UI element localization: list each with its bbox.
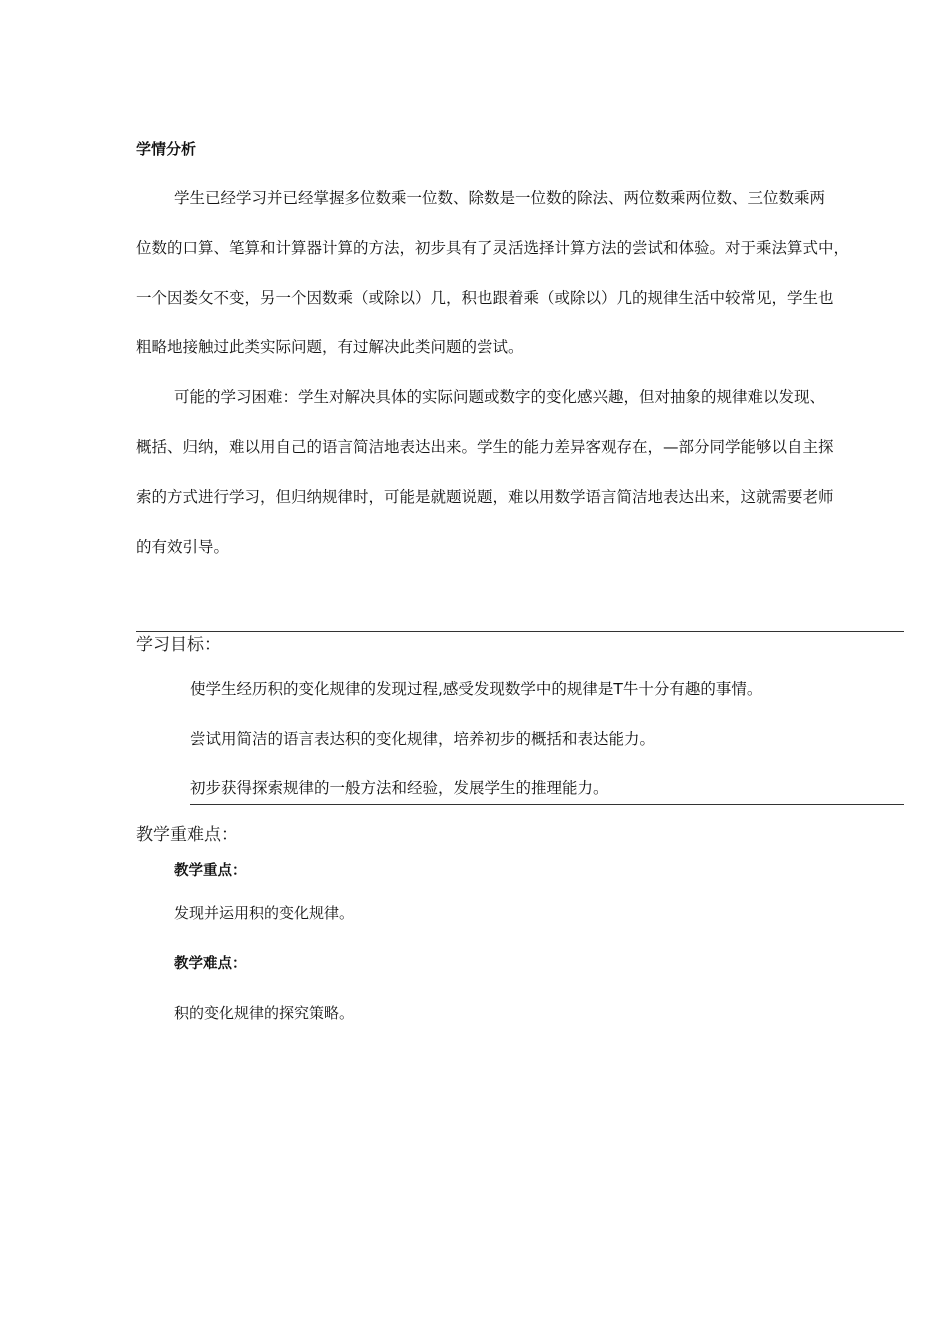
goal-item-1: 使学生经历积的变化规律的发现过程,感受发现数学中的规律是T牛十分有趣的事情。 bbox=[190, 680, 763, 698]
difficulty-label: 教学难点： bbox=[174, 956, 247, 972]
analysis-paragraph1-line4: 粗略地接触过此类实际问题，有过解决此类问题的尝试。 bbox=[136, 338, 524, 356]
analysis-paragraph1-line3: 一个因娄攵不变，另一个因数乘（或除以）几，积也跟着乘（或除以）几的规律生活中较常见，学生也 bbox=[136, 289, 834, 307]
analysis-title: 学情分析 bbox=[136, 140, 197, 158]
analysis-paragraph2-line4: 的有效引导。 bbox=[136, 538, 230, 556]
analysis-paragraph2-line1: 可能的学习困难：学生对解决具体的实际问题或数字的变化感兴趣，但对抽象的规律难以发现、 bbox=[174, 388, 826, 406]
analysis-paragraph2-line2: 概括、归纳，难以用自己的语言简洁地表达出来。学生的能力差异客观存在，—部分同学能够以自主探 bbox=[136, 438, 834, 456]
goal-item-2: 尝试用简洁的语言表达积的变化规律，培养初步的概括和表达能力。 bbox=[190, 730, 656, 748]
divider-bottom bbox=[190, 804, 904, 805]
goals-title: 学习目标： bbox=[136, 635, 221, 655]
key-points-title: 教学重难点： bbox=[136, 825, 238, 845]
analysis-paragraph1-line2: 位数的口算、笔算和计算器计算的方法，初步具有了灵活选择计算方法的尝试和体验。对于乘法算式中， bbox=[136, 239, 850, 257]
analysis-paragraph1-line1: 学生已经学习并已经掌握多位数乘一位数、除数是一位数的除法、两位数乘两位数、三位数乘两 bbox=[174, 189, 826, 207]
analysis-paragraph2-line3: 索的方式进行学习，但归纳规律时，可能是就题说题，难以用数学语言简洁地表达出来，这就需要老师 bbox=[136, 488, 834, 506]
difficulty-text: 积的变化规律的探究策略。 bbox=[174, 1004, 355, 1022]
goal-item-3: 初步获得探索规律的一般方法和经验，发展学生的推理能力。 bbox=[190, 779, 609, 797]
focus-text: 发现并运用积的变化规律。 bbox=[174, 904, 355, 922]
divider-top bbox=[136, 631, 904, 632]
focus-label: 教学重点： bbox=[174, 863, 247, 879]
